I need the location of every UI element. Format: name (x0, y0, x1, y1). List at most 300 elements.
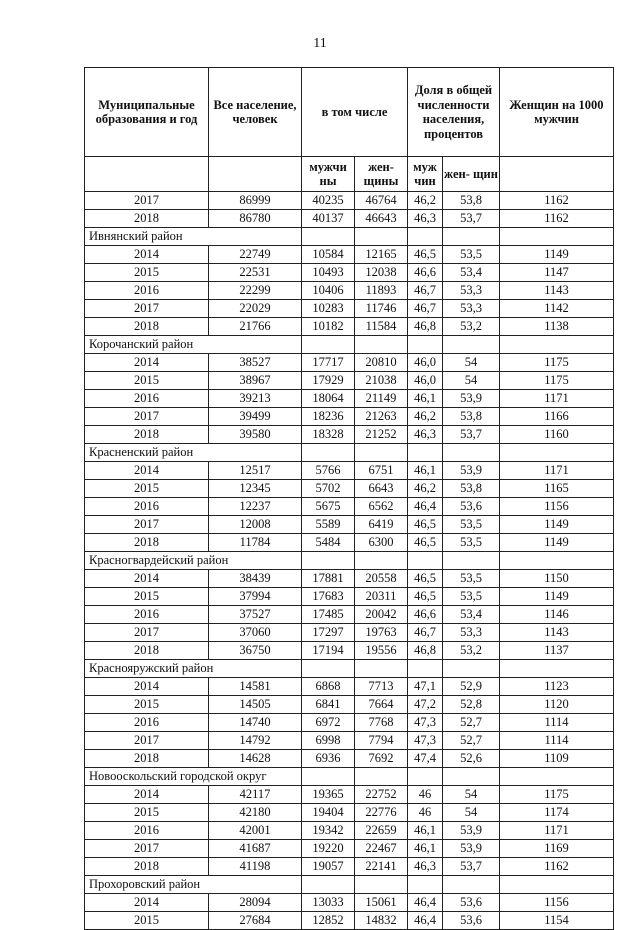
ratio-cell: 1165 (500, 480, 614, 498)
men-cell: 5766 (302, 462, 355, 480)
share-men-cell: 46,6 (408, 606, 443, 624)
women-cell: 19763 (355, 624, 408, 642)
total-cell: 22299 (209, 282, 302, 300)
share-men-cell: 46,4 (408, 498, 443, 516)
share-women-cell: 53,3 (443, 300, 500, 318)
total-cell: 12237 (209, 498, 302, 516)
section-empty-cell (302, 228, 355, 246)
ratio-cell: 1171 (500, 390, 614, 408)
share-women-cell: 53,9 (443, 840, 500, 858)
table-row (85, 858, 614, 876)
year-cell: 2016 (85, 822, 209, 840)
share-men-cell: 46,2 (408, 192, 443, 210)
table-row (85, 462, 614, 480)
year-cell: 2015 (85, 372, 209, 390)
women-cell: 22141 (355, 858, 408, 876)
men-cell: 19342 (302, 822, 355, 840)
share-women-cell: 52,9 (443, 678, 500, 696)
section-empty-cell (355, 444, 408, 462)
men-cell: 18064 (302, 390, 355, 408)
section-label: Красногвардейский район (85, 552, 302, 570)
total-cell: 14792 (209, 732, 302, 750)
table-row (85, 192, 614, 210)
share-women-cell: 53,8 (443, 192, 500, 210)
share-women-cell: 53,9 (443, 462, 500, 480)
share-women-cell: 53,3 (443, 282, 500, 300)
section-empty-cell (408, 552, 443, 570)
ratio-cell: 1175 (500, 354, 614, 372)
table-row (85, 732, 614, 750)
total-cell: 14628 (209, 750, 302, 768)
men-cell: 5702 (302, 480, 355, 498)
year-cell: 2017 (85, 300, 209, 318)
total-cell: 12517 (209, 462, 302, 480)
share-women-cell: 53,5 (443, 570, 500, 588)
total-cell: 28094 (209, 894, 302, 912)
table-row (85, 480, 614, 498)
table-row (85, 570, 614, 588)
ratio-cell: 1166 (500, 408, 614, 426)
section-empty-cell (500, 228, 614, 246)
table-row (85, 840, 614, 858)
women-cell: 21263 (355, 408, 408, 426)
total-cell: 39213 (209, 390, 302, 408)
men-cell: 5484 (302, 534, 355, 552)
share-women-cell: 54 (443, 804, 500, 822)
ratio-cell: 1149 (500, 246, 614, 264)
women-cell: 22659 (355, 822, 408, 840)
section-empty-cell (443, 876, 500, 894)
women-cell: 6643 (355, 480, 408, 498)
share-women-cell: 53,8 (443, 408, 500, 426)
women-cell: 21149 (355, 390, 408, 408)
share-men-cell: 46,5 (408, 570, 443, 588)
table-row (85, 426, 614, 444)
section-empty-cell (443, 336, 500, 354)
year-cell: 2018 (85, 858, 209, 876)
ratio-cell: 1146 (500, 606, 614, 624)
total-cell: 39580 (209, 426, 302, 444)
header-municipal: Муниципальные образования и год (85, 68, 209, 157)
header-women-per-1000-men: Женщин на 1000 мужчин (500, 68, 614, 157)
women-cell: 6419 (355, 516, 408, 534)
share-women-cell: 53,2 (443, 642, 500, 660)
men-cell: 10182 (302, 318, 355, 336)
share-men-cell: 47,3 (408, 714, 443, 732)
share-men-cell: 47,2 (408, 696, 443, 714)
ratio-cell: 1109 (500, 750, 614, 768)
total-cell: 27684 (209, 912, 302, 930)
ratio-cell: 1114 (500, 732, 614, 750)
share-men-cell: 46,5 (408, 588, 443, 606)
subheader-empty-municipal (85, 157, 209, 192)
year-cell: 2014 (85, 354, 209, 372)
section-empty-cell (302, 660, 355, 678)
men-cell: 17297 (302, 624, 355, 642)
share-men-cell: 46,4 (408, 912, 443, 930)
share-men-cell: 46 (408, 804, 443, 822)
section-empty-cell (443, 768, 500, 786)
total-cell: 86999 (209, 192, 302, 210)
ratio-cell: 1149 (500, 588, 614, 606)
year-cell: 2017 (85, 516, 209, 534)
subheader-share-women: жен- щин (443, 157, 500, 192)
ratio-cell: 1156 (500, 498, 614, 516)
men-cell: 40235 (302, 192, 355, 210)
subheader-empty-total (209, 157, 302, 192)
ratio-cell: 1143 (500, 282, 614, 300)
share-women-cell: 53,5 (443, 516, 500, 534)
table-row (85, 210, 614, 228)
table-row (85, 354, 614, 372)
section-empty-cell (500, 552, 614, 570)
total-cell: 22531 (209, 264, 302, 282)
men-cell: 19365 (302, 786, 355, 804)
share-women-cell: 53,6 (443, 498, 500, 516)
table-row (85, 318, 614, 336)
men-cell: 17929 (302, 372, 355, 390)
table-row (85, 390, 614, 408)
section-empty-cell (355, 336, 408, 354)
year-cell: 2017 (85, 840, 209, 858)
year-cell: 2017 (85, 192, 209, 210)
share-men-cell: 46,0 (408, 372, 443, 390)
section-empty-cell (302, 336, 355, 354)
share-women-cell: 53,5 (443, 534, 500, 552)
women-cell: 7692 (355, 750, 408, 768)
total-cell: 12008 (209, 516, 302, 534)
year-cell: 2015 (85, 696, 209, 714)
women-cell: 11584 (355, 318, 408, 336)
women-cell: 22467 (355, 840, 408, 858)
year-cell: 2018 (85, 210, 209, 228)
section-empty-cell (355, 552, 408, 570)
men-cell: 6868 (302, 678, 355, 696)
table-row (85, 264, 614, 282)
section-label: Ивнянский район (85, 228, 302, 246)
ratio-cell: 1162 (500, 858, 614, 876)
year-cell: 2015 (85, 588, 209, 606)
total-cell: 42001 (209, 822, 302, 840)
section-empty-cell (500, 444, 614, 462)
table-row (85, 534, 614, 552)
section-row (85, 444, 614, 462)
header-total-population: Все население, человек (209, 68, 302, 157)
year-cell: 2016 (85, 282, 209, 300)
share-women-cell: 53,6 (443, 912, 500, 930)
header-share: Доля в общей численности населения, процентов (408, 68, 500, 157)
women-cell: 20558 (355, 570, 408, 588)
table-row (85, 696, 614, 714)
population-table (84, 67, 614, 930)
men-cell: 18236 (302, 408, 355, 426)
men-cell: 19404 (302, 804, 355, 822)
table-row (85, 822, 614, 840)
women-cell: 19556 (355, 642, 408, 660)
ratio-cell: 1142 (500, 300, 614, 318)
men-cell: 17194 (302, 642, 355, 660)
men-cell: 17485 (302, 606, 355, 624)
ratio-cell: 1149 (500, 516, 614, 534)
women-cell: 15061 (355, 894, 408, 912)
section-label: Новооскольский городской округ (85, 768, 302, 786)
men-cell: 6972 (302, 714, 355, 732)
table-row (85, 912, 614, 930)
men-cell: 40137 (302, 210, 355, 228)
share-men-cell: 46,1 (408, 390, 443, 408)
section-empty-cell (355, 876, 408, 894)
table-row (85, 246, 614, 264)
share-men-cell: 46,7 (408, 300, 443, 318)
ratio-cell: 1174 (500, 804, 614, 822)
section-empty-cell (408, 660, 443, 678)
women-cell: 20042 (355, 606, 408, 624)
section-empty-cell (408, 768, 443, 786)
section-empty-cell (443, 660, 500, 678)
men-cell: 10493 (302, 264, 355, 282)
share-women-cell: 53,6 (443, 894, 500, 912)
total-cell: 86780 (209, 210, 302, 228)
women-cell: 12165 (355, 246, 408, 264)
men-cell: 10283 (302, 300, 355, 318)
subheader-women: жен- щины (355, 157, 408, 192)
men-cell: 18328 (302, 426, 355, 444)
women-cell: 46643 (355, 210, 408, 228)
table-row (85, 714, 614, 732)
table-row (85, 282, 614, 300)
ratio-cell: 1175 (500, 786, 614, 804)
table-row (85, 642, 614, 660)
men-cell: 17717 (302, 354, 355, 372)
ratio-cell: 1120 (500, 696, 614, 714)
share-men-cell: 46,7 (408, 624, 443, 642)
table-row (85, 750, 614, 768)
total-cell: 42117 (209, 786, 302, 804)
total-cell: 12345 (209, 480, 302, 498)
year-cell: 2018 (85, 318, 209, 336)
total-cell: 37994 (209, 588, 302, 606)
ratio-cell: 1162 (500, 192, 614, 210)
year-cell: 2017 (85, 624, 209, 642)
women-cell: 12038 (355, 264, 408, 282)
share-men-cell: 47,4 (408, 750, 443, 768)
page-number: 11 (313, 36, 327, 51)
year-cell: 2015 (85, 264, 209, 282)
section-label: Краснояружский район (85, 660, 302, 678)
share-men-cell: 46,4 (408, 894, 443, 912)
year-cell: 2014 (85, 894, 209, 912)
table-row (85, 678, 614, 696)
share-women-cell: 54 (443, 354, 500, 372)
section-empty-cell (500, 876, 614, 894)
share-women-cell: 53,9 (443, 822, 500, 840)
section-empty-cell (408, 336, 443, 354)
share-women-cell: 52,6 (443, 750, 500, 768)
table-row (85, 606, 614, 624)
men-cell: 6998 (302, 732, 355, 750)
men-cell: 17881 (302, 570, 355, 588)
women-cell: 7794 (355, 732, 408, 750)
share-women-cell: 53,5 (443, 246, 500, 264)
total-cell: 38967 (209, 372, 302, 390)
section-row (85, 552, 614, 570)
men-cell: 6936 (302, 750, 355, 768)
section-label: Прохоровский район (85, 876, 302, 894)
header-including: в том числе (302, 68, 408, 157)
year-cell: 2017 (85, 732, 209, 750)
share-women-cell: 53,4 (443, 606, 500, 624)
total-cell: 39499 (209, 408, 302, 426)
women-cell: 20311 (355, 588, 408, 606)
section-row (85, 768, 614, 786)
table-row (85, 498, 614, 516)
women-cell: 7713 (355, 678, 408, 696)
share-men-cell: 46,8 (408, 318, 443, 336)
year-cell: 2015 (85, 912, 209, 930)
year-cell: 2016 (85, 498, 209, 516)
share-men-cell: 46,5 (408, 516, 443, 534)
ratio-cell: 1123 (500, 678, 614, 696)
share-women-cell: 54 (443, 372, 500, 390)
women-cell: 46764 (355, 192, 408, 210)
ratio-cell: 1169 (500, 840, 614, 858)
total-cell: 22749 (209, 246, 302, 264)
share-men-cell: 46,0 (408, 354, 443, 372)
share-men-cell: 47,1 (408, 678, 443, 696)
ratio-cell: 1160 (500, 426, 614, 444)
ratio-cell: 1149 (500, 534, 614, 552)
table-row (85, 804, 614, 822)
table-row (85, 516, 614, 534)
total-cell: 38439 (209, 570, 302, 588)
women-cell: 6751 (355, 462, 408, 480)
ratio-cell: 1156 (500, 894, 614, 912)
ratio-cell: 1162 (500, 210, 614, 228)
women-cell: 14832 (355, 912, 408, 930)
men-cell: 19057 (302, 858, 355, 876)
table-row (85, 300, 614, 318)
section-label: Красненский район (85, 444, 302, 462)
ratio-cell: 1171 (500, 462, 614, 480)
share-men-cell: 46,1 (408, 840, 443, 858)
year-cell: 2014 (85, 570, 209, 588)
ratio-cell: 1138 (500, 318, 614, 336)
total-cell: 22029 (209, 300, 302, 318)
table-row (85, 588, 614, 606)
section-empty-cell (302, 768, 355, 786)
women-cell: 11893 (355, 282, 408, 300)
share-men-cell: 46,1 (408, 822, 443, 840)
section-row (85, 228, 614, 246)
table-row (85, 786, 614, 804)
section-row (85, 876, 614, 894)
share-men-cell: 46,5 (408, 246, 443, 264)
share-men-cell: 46,5 (408, 534, 443, 552)
share-women-cell: 53,2 (443, 318, 500, 336)
section-empty-cell (302, 876, 355, 894)
year-cell: 2015 (85, 480, 209, 498)
year-cell: 2014 (85, 246, 209, 264)
table-row (85, 894, 614, 912)
share-women-cell: 52,7 (443, 732, 500, 750)
year-cell: 2015 (85, 804, 209, 822)
ratio-cell: 1150 (500, 570, 614, 588)
share-men-cell: 46,3 (408, 858, 443, 876)
share-women-cell: 53,4 (443, 264, 500, 282)
share-women-cell: 53,7 (443, 426, 500, 444)
year-cell: 2014 (85, 678, 209, 696)
section-row (85, 660, 614, 678)
share-women-cell: 53,3 (443, 624, 500, 642)
total-cell: 38527 (209, 354, 302, 372)
share-women-cell: 52,7 (443, 714, 500, 732)
women-cell: 7768 (355, 714, 408, 732)
women-cell: 22752 (355, 786, 408, 804)
ratio-cell: 1143 (500, 624, 614, 642)
section-row (85, 336, 614, 354)
subheader-share-men: муж чин (408, 157, 443, 192)
section-empty-cell (355, 768, 408, 786)
total-cell: 36750 (209, 642, 302, 660)
total-cell: 37060 (209, 624, 302, 642)
ratio-cell: 1114 (500, 714, 614, 732)
section-empty-cell (408, 228, 443, 246)
year-cell: 2017 (85, 408, 209, 426)
year-cell: 2018 (85, 534, 209, 552)
section-label: Корочанский район (85, 336, 302, 354)
share-women-cell: 52,8 (443, 696, 500, 714)
men-cell: 19220 (302, 840, 355, 858)
total-cell: 37527 (209, 606, 302, 624)
section-empty-cell (355, 660, 408, 678)
section-empty-cell (443, 552, 500, 570)
share-men-cell: 46,8 (408, 642, 443, 660)
year-cell: 2014 (85, 786, 209, 804)
share-men-cell: 47,3 (408, 732, 443, 750)
section-empty-cell (408, 444, 443, 462)
total-cell: 14505 (209, 696, 302, 714)
share-women-cell: 53,8 (443, 480, 500, 498)
men-cell: 10406 (302, 282, 355, 300)
share-men-cell: 46,2 (408, 408, 443, 426)
share-women-cell: 53,7 (443, 210, 500, 228)
men-cell: 5675 (302, 498, 355, 516)
table-row (85, 408, 614, 426)
share-men-cell: 46,2 (408, 480, 443, 498)
women-cell: 21038 (355, 372, 408, 390)
year-cell: 2018 (85, 642, 209, 660)
share-women-cell: 53,7 (443, 858, 500, 876)
women-cell: 21252 (355, 426, 408, 444)
year-cell: 2018 (85, 750, 209, 768)
section-empty-cell (302, 552, 355, 570)
women-cell: 6300 (355, 534, 408, 552)
women-cell: 6562 (355, 498, 408, 516)
table-row (85, 624, 614, 642)
women-cell: 7664 (355, 696, 408, 714)
ratio-cell: 1154 (500, 912, 614, 930)
section-empty-cell (500, 660, 614, 678)
total-cell: 14581 (209, 678, 302, 696)
women-cell: 11746 (355, 300, 408, 318)
year-cell: 2016 (85, 606, 209, 624)
men-cell: 6841 (302, 696, 355, 714)
men-cell: 10584 (302, 246, 355, 264)
total-cell: 41687 (209, 840, 302, 858)
total-cell: 21766 (209, 318, 302, 336)
men-cell: 17683 (302, 588, 355, 606)
table-row (85, 372, 614, 390)
